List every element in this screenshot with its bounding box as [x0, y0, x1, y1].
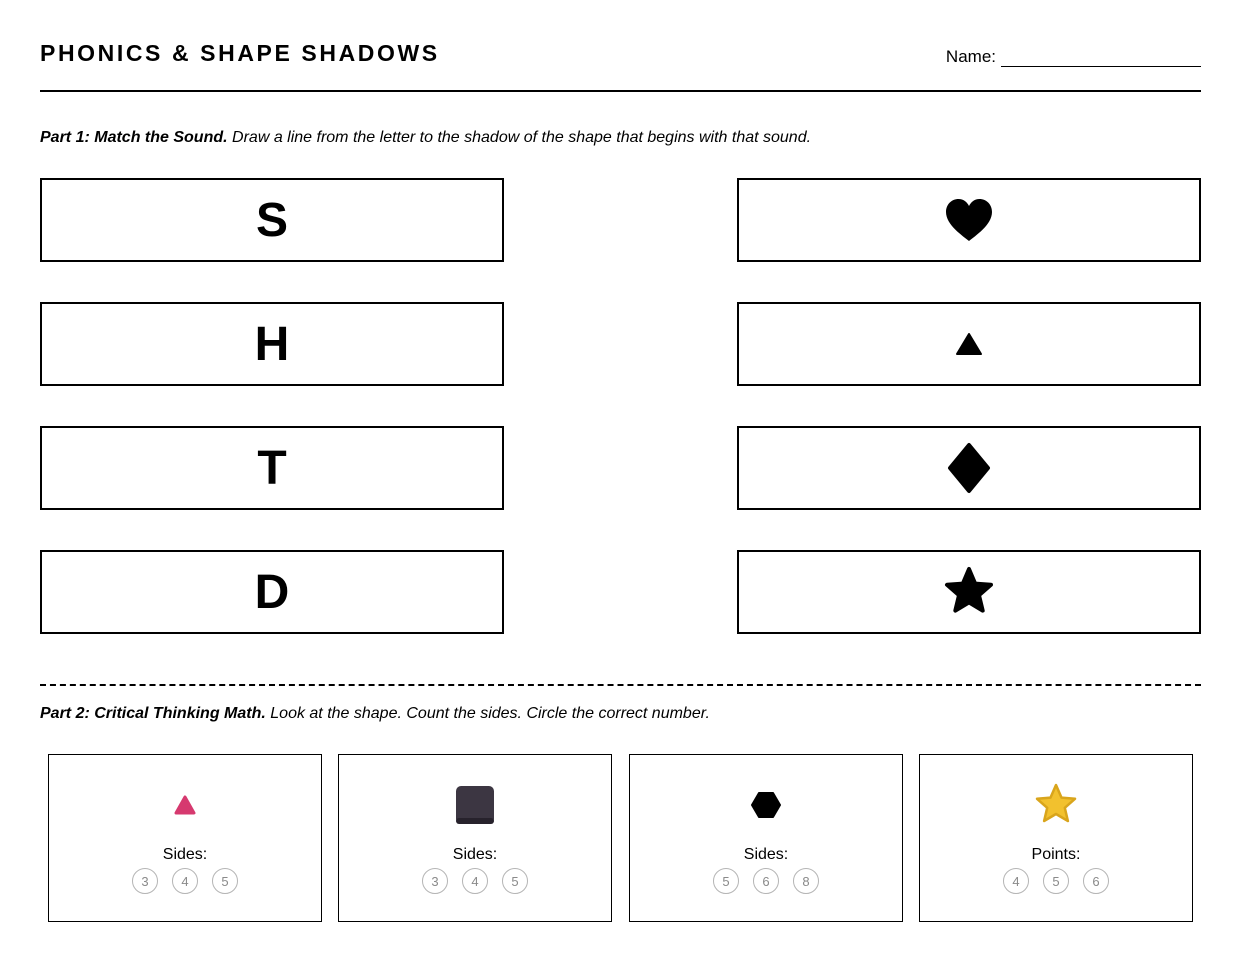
name-label: Name: — [945, 47, 996, 66]
choice-circle[interactable]: 5 — [212, 868, 238, 894]
part2-instruction-text: Look at the shape. Count the sides. Circle the correct number. — [270, 705, 710, 722]
shape-card-triangle — [48, 754, 322, 922]
card-caption: Sides: — [452, 846, 498, 863]
worksheet-title: PHONICS & SHAPE SHADOWS — [40, 40, 440, 66]
choice-circle[interactable]: 5 — [502, 868, 528, 894]
letter-s: S — [255, 193, 288, 247]
choice-circle[interactable]: 6 — [1083, 868, 1109, 894]
letter-box-h[interactable] — [40, 302, 504, 386]
shadow-box-triangle[interactable] — [737, 302, 1201, 386]
choice-circle[interactable]: 8 — [793, 868, 819, 894]
card-caption: Sides: — [162, 846, 208, 863]
triangle-shadow-icon — [955, 332, 983, 356]
answer-choices — [920, 868, 1192, 894]
yellow-star-icon — [1033, 782, 1079, 828]
shape-card-square — [338, 754, 612, 922]
card-caption: Sides: — [743, 846, 789, 863]
choice-circle[interactable]: 4 — [172, 868, 198, 894]
part1-heading: Part 1: Match the Sound. — [40, 129, 228, 146]
shape-card-hexagon — [629, 754, 903, 922]
name-field[interactable] — [946, 47, 1201, 67]
choice-circle[interactable]: 6 — [753, 868, 779, 894]
letter-h: H — [254, 317, 290, 371]
letter-d: D — [254, 565, 290, 619]
letter-box-t[interactable] — [40, 426, 504, 510]
answer-choices — [630, 868, 902, 894]
part1-instruction-text: Draw a line from the letter to the shadow of the shape that begins with that sound. — [232, 129, 812, 146]
name-write-line[interactable] — [1001, 51, 1201, 67]
choice-circle[interactable]: 3 — [132, 868, 158, 894]
black-hexagon-icon — [750, 791, 782, 819]
choice-circle[interactable]: 5 — [713, 868, 739, 894]
part1-instructions — [40, 129, 811, 147]
part2-instructions — [40, 705, 710, 723]
dark-square-icon — [454, 784, 496, 826]
diamond-shadow-icon — [946, 442, 992, 494]
part2-heading: Part 2: Critical Thinking Math. — [40, 705, 266, 722]
section-divider — [40, 684, 1201, 686]
heart-shadow-icon — [943, 197, 995, 243]
shadow-box-heart[interactable] — [737, 178, 1201, 262]
choice-circle[interactable]: 4 — [462, 868, 488, 894]
choice-circle[interactable]: 4 — [1003, 868, 1029, 894]
card-caption: Points: — [1031, 846, 1081, 863]
letter-box-s[interactable] — [40, 178, 504, 262]
shadow-box-star[interactable] — [737, 550, 1201, 634]
pink-triangle-icon — [173, 794, 197, 816]
choice-circle[interactable]: 3 — [422, 868, 448, 894]
shadow-box-diamond[interactable] — [737, 426, 1201, 510]
answer-choices — [339, 868, 611, 894]
answer-choices — [49, 868, 321, 894]
star-shadow-icon — [942, 565, 996, 619]
letter-t: T — [257, 441, 287, 495]
choice-circle[interactable]: 5 — [1043, 868, 1069, 894]
shape-card-star — [919, 754, 1193, 922]
letter-box-d[interactable] — [40, 550, 504, 634]
worksheet-header — [40, 38, 1201, 92]
